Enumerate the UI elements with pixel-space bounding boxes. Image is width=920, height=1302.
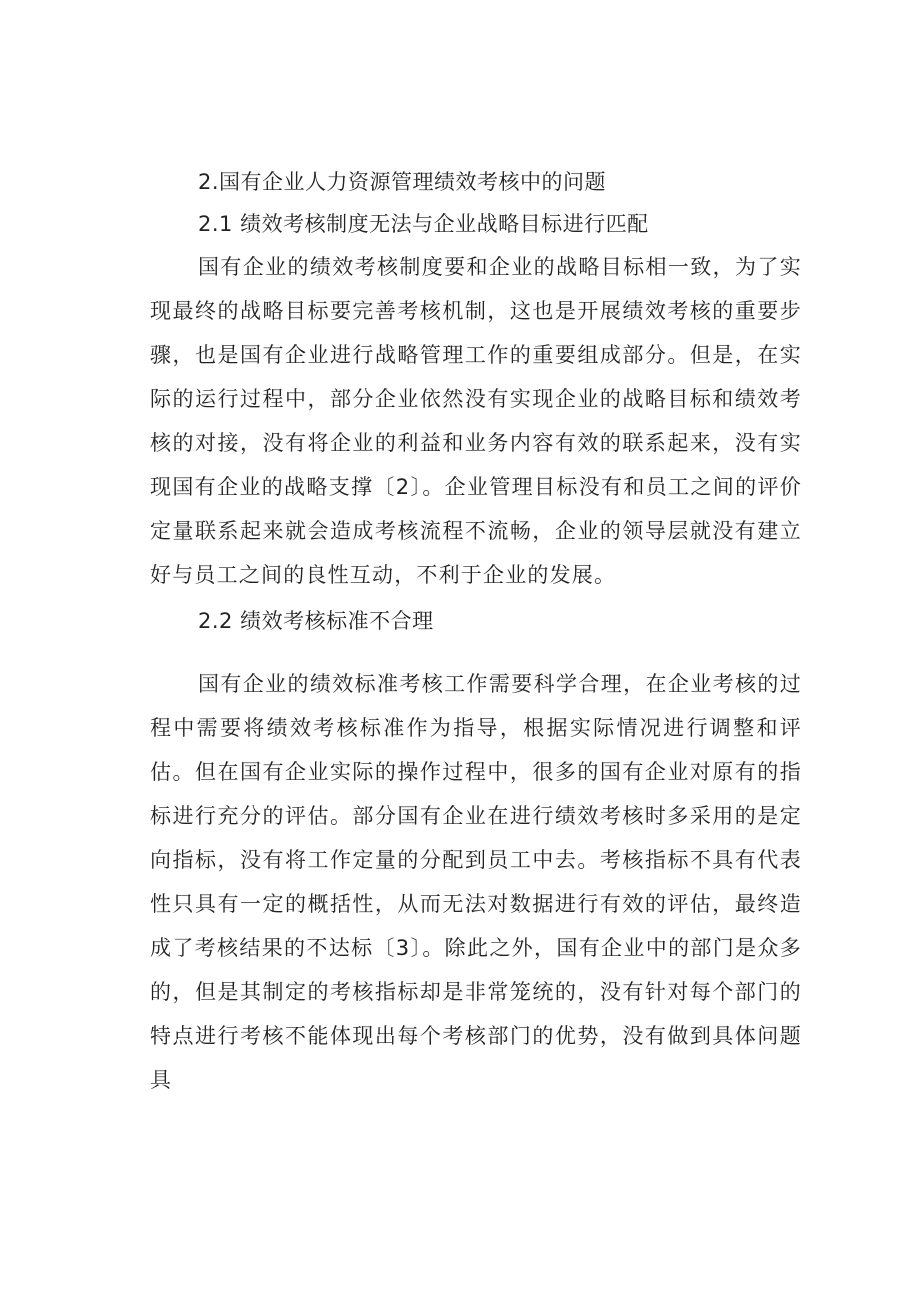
- paragraph-2-1: 国有企业的绩效考核制度要和企业的战略目标相一致，为了实现最终的战略目标要完善考核机制，这也是开展绩效考核的重要步骤，也是国有企业进行战略管理工作的重要组成部分。但是，在实际的运行过程中，部分企业依然没有实现企业的战略目标和绩效考核的对接，没有将企业的利益和业务内容有效的联系起来，没有实现国有企业的战略支撑〔2〕。企业管理目标没有和员工之间的评价定量联系起来就会造成考核流程不流畅，企业的领导层就没有建立好与员工之间的良性互动，不利于企业的发展。: [150, 255, 802, 587]
- subsection-heading-2-1: 2.1 绩效考核制度无法与企业战略目标进行匹配: [198, 212, 649, 236]
- section-heading-2: 2.国有企业人力资源管理绩效考核中的问题: [198, 170, 607, 194]
- subsection-heading-2-2: 2.2 绩效考核标准不合理: [198, 609, 434, 633]
- paragraph-2-2: 国有企业的绩效标准考核工作需要科学合理，在企业考核的过程中需要将绩效考核标准作为指导，根据实际情况进行调整和评估。但在国有企业实际的操作过程中，很多的国有企业对原有的指标进行充分的评估。部分国有企业在进行绩效考核时多采用的是定向指标，没有将工作定量的分配到员工中去。考核指标不具有代表性只具有一定的概括性，从而无法对数据进行有效的评估，最终造成了考核结果的不达标〔3〕。除此之外，国有企业中的部门是众多的，但是其制定的考核指标却是非常笼统的，没有针对每个部门的特点进行考核不能体现出每个考核部门的优势，没有做到具体问题具: [150, 672, 802, 1092]
